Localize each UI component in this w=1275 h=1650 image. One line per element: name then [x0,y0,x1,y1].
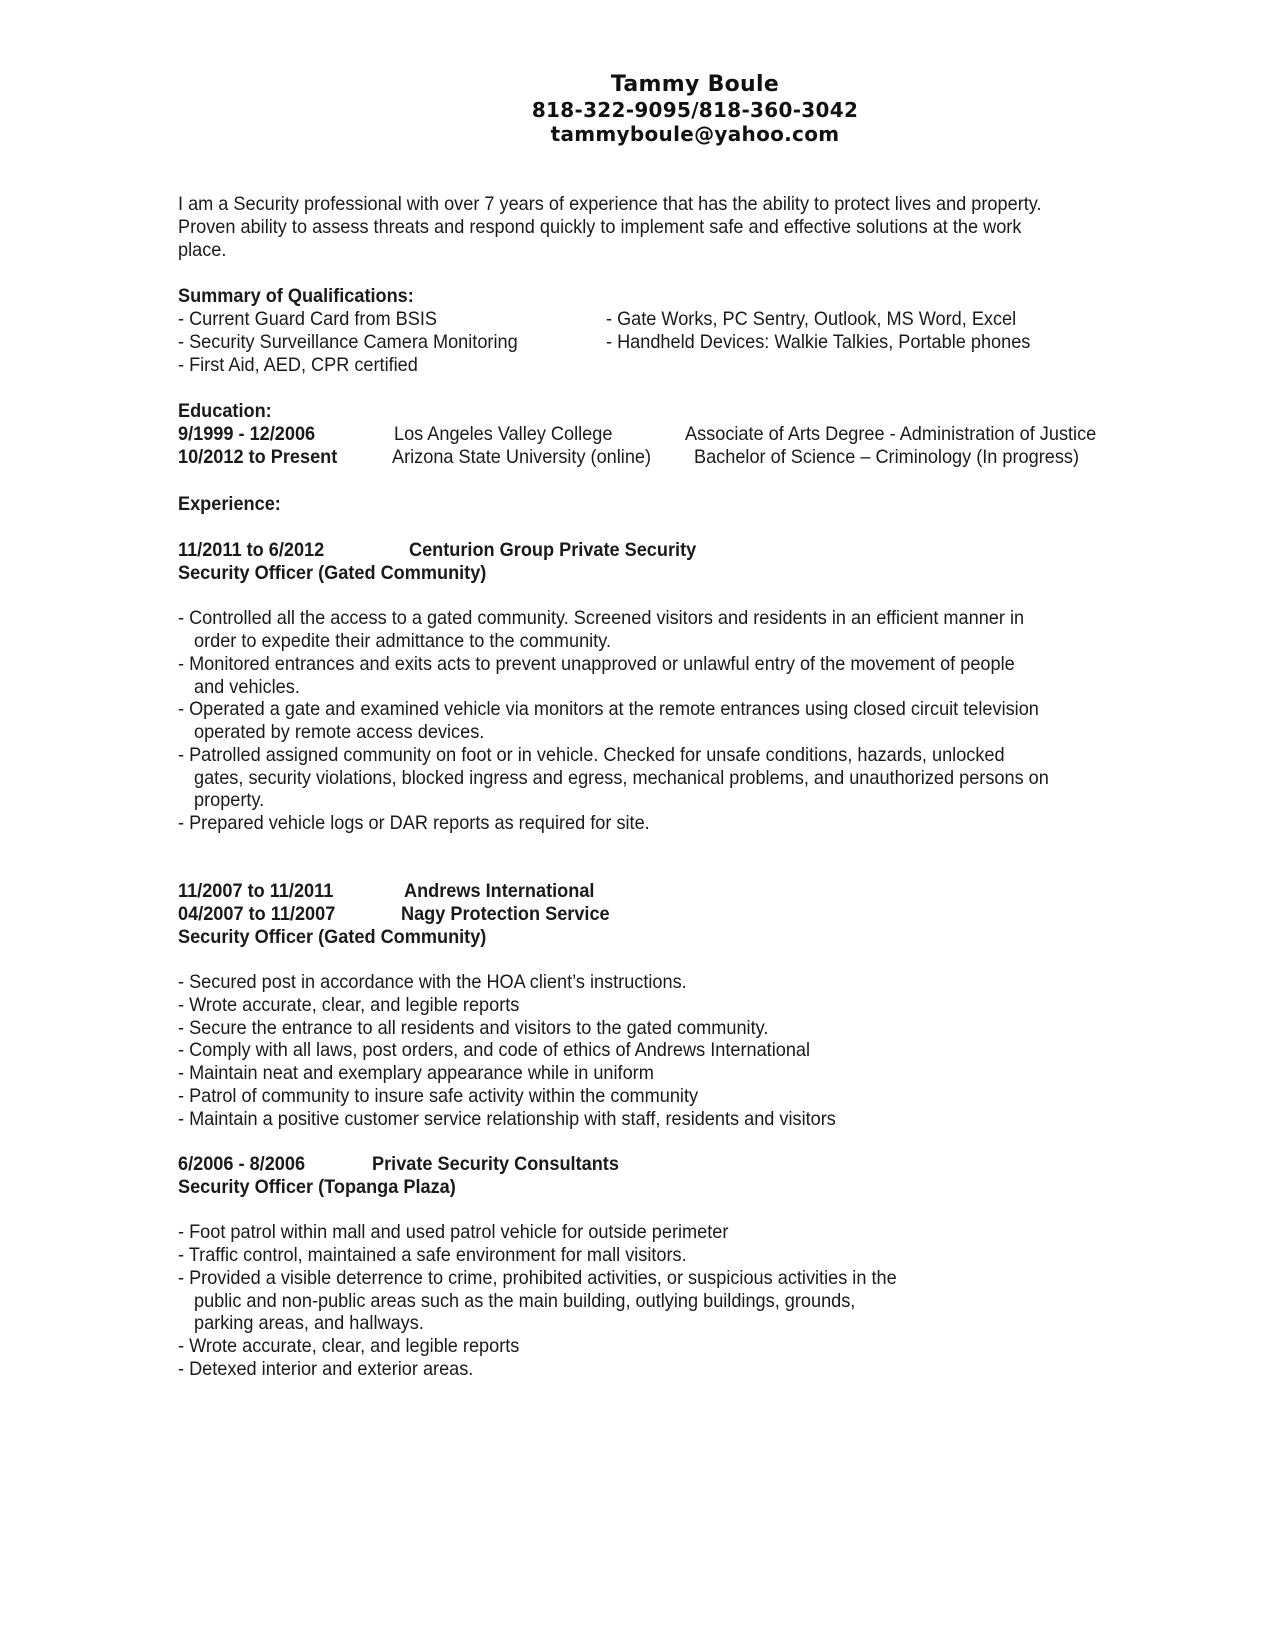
job-bullet-cont: operated by remote access devices. [194,721,485,743]
qualification-item: - Handheld Devices: Walkie Talkies, Portable phones [606,331,1031,353]
section-heading: Summary of Qualifications: [178,285,414,307]
job-bullet: - Operated a gate and examined vehicle via monitors at the remote entrances using closed circuit television [178,698,1039,720]
job-bullet: - Patrol of community to insure safe activity within the community [178,1085,699,1107]
summary-line: place. [178,239,227,261]
job-bullet: - Secure the entrance to all residents and visitors to the gated community. [178,1017,769,1039]
qualification-item: - Security Surveillance Camera Monitoring [178,331,518,353]
job-bullet: - Maintain a positive customer service relationship with staff, residents and visitors [178,1108,836,1130]
qualification-item: - First Aid, AED, CPR certified [178,354,418,376]
education-degree: Bachelor of Science – Criminology (In progress) [694,446,1080,468]
job-dates: 04/2007 to 11/2007 [178,903,336,925]
job-dates: 6/2006 - 8/2006 [178,1153,306,1175]
education-dates: 10/2012 to Present [178,446,338,468]
job-bullet: - Traffic control, maintained a safe environment for mall visitors. [178,1244,687,1266]
job-role: Security Officer (Topanga Plaza) [178,1176,456,1198]
job-dates: 11/2007 to 11/2011 [178,880,334,902]
section-heading: Experience: [178,493,281,515]
education-dates: 9/1999 - 12/2006 [178,423,316,445]
job-employer: Nagy Protection Service [401,903,610,925]
job-bullet: - Controlled all the access to a gated community. Screened visitors and residents in an efficient manner in [178,607,1025,629]
job-bullet-cont: parking areas, and hallways. [194,1312,424,1334]
summary-line: I am a Security professional with over 7 years of experience that has the ability to protect lives and property. [178,193,1042,215]
job-employer: Private Security Consultants [372,1153,619,1175]
qualification-item: - Current Guard Card from BSIS [178,308,438,330]
education-school: Los Angeles Valley College [394,423,613,445]
job-dates: 11/2011 to 6/2012 [178,539,325,561]
job-role: Security Officer (Gated Community) [178,562,487,584]
job-bullet: - Provided a visible deterrence to crime, prohibited activities, or suspicious activities in the [178,1267,897,1289]
job-bullet: - Detexed interior and exterior areas. [178,1358,474,1380]
job-bullet: - Foot patrol within mall and used patrol vehicle for outside perimeter [178,1221,729,1243]
job-bullet-cont: property. [194,789,265,811]
job-bullet-cont: gates, security violations, blocked ingress and egress, mechanical problems, and unauthorized persons on [194,767,1049,789]
job-bullet-cont: order to expedite their admittance to the community. [194,630,611,652]
job-bullet: - Wrote accurate, clear, and legible reports [178,994,520,1016]
job-bullet: - Secured post in accordance with the HOA client’s instructions. [178,971,687,993]
job-bullet-cont: public and non-public areas such as the main building, outlying buildings, grounds, [194,1290,856,1312]
education-school: Arizona State University (online) [392,446,652,468]
job-bullet: - Comply with all laws, post orders, and code of ethics of Andrews International [178,1039,811,1061]
job-bullet-cont: and vehicles. [194,676,300,698]
education-degree: Associate of Arts Degree - Administration of Justice [685,423,1097,445]
job-bullet: - Prepared vehicle logs or DAR reports as required for site. [178,812,650,834]
job-bullet: - Maintain neat and exemplary appearance while in uniform [178,1062,654,1084]
job-bullet: - Monitored entrances and exits acts to prevent unapproved or unlawful entry of the movement of people [178,653,1015,675]
candidate-name: Tammy Boule [610,72,780,97]
job-bullet: - Patrolled assigned community on foot or in vehicle. Checked for unsafe conditions, hazards, unlocked [178,744,1005,766]
qualification-item: - Gate Works, PC Sentry, Outlook, MS Word, Excel [606,308,1017,330]
job-bullet: - Wrote accurate, clear, and legible reports [178,1335,520,1357]
job-employer: Andrews International [404,880,595,902]
summary-line: Proven ability to assess threats and respond quickly to implement safe and effective solutions at the work [178,216,1022,238]
phone-numbers: 818-322-9095/818-360-3042 [531,98,859,122]
job-employer: Centurion Group Private Security [409,539,697,561]
section-heading: Education: [178,400,272,422]
job-role: Security Officer (Gated Community) [178,926,487,948]
email-address: tammyboule@yahoo.com [550,122,840,146]
